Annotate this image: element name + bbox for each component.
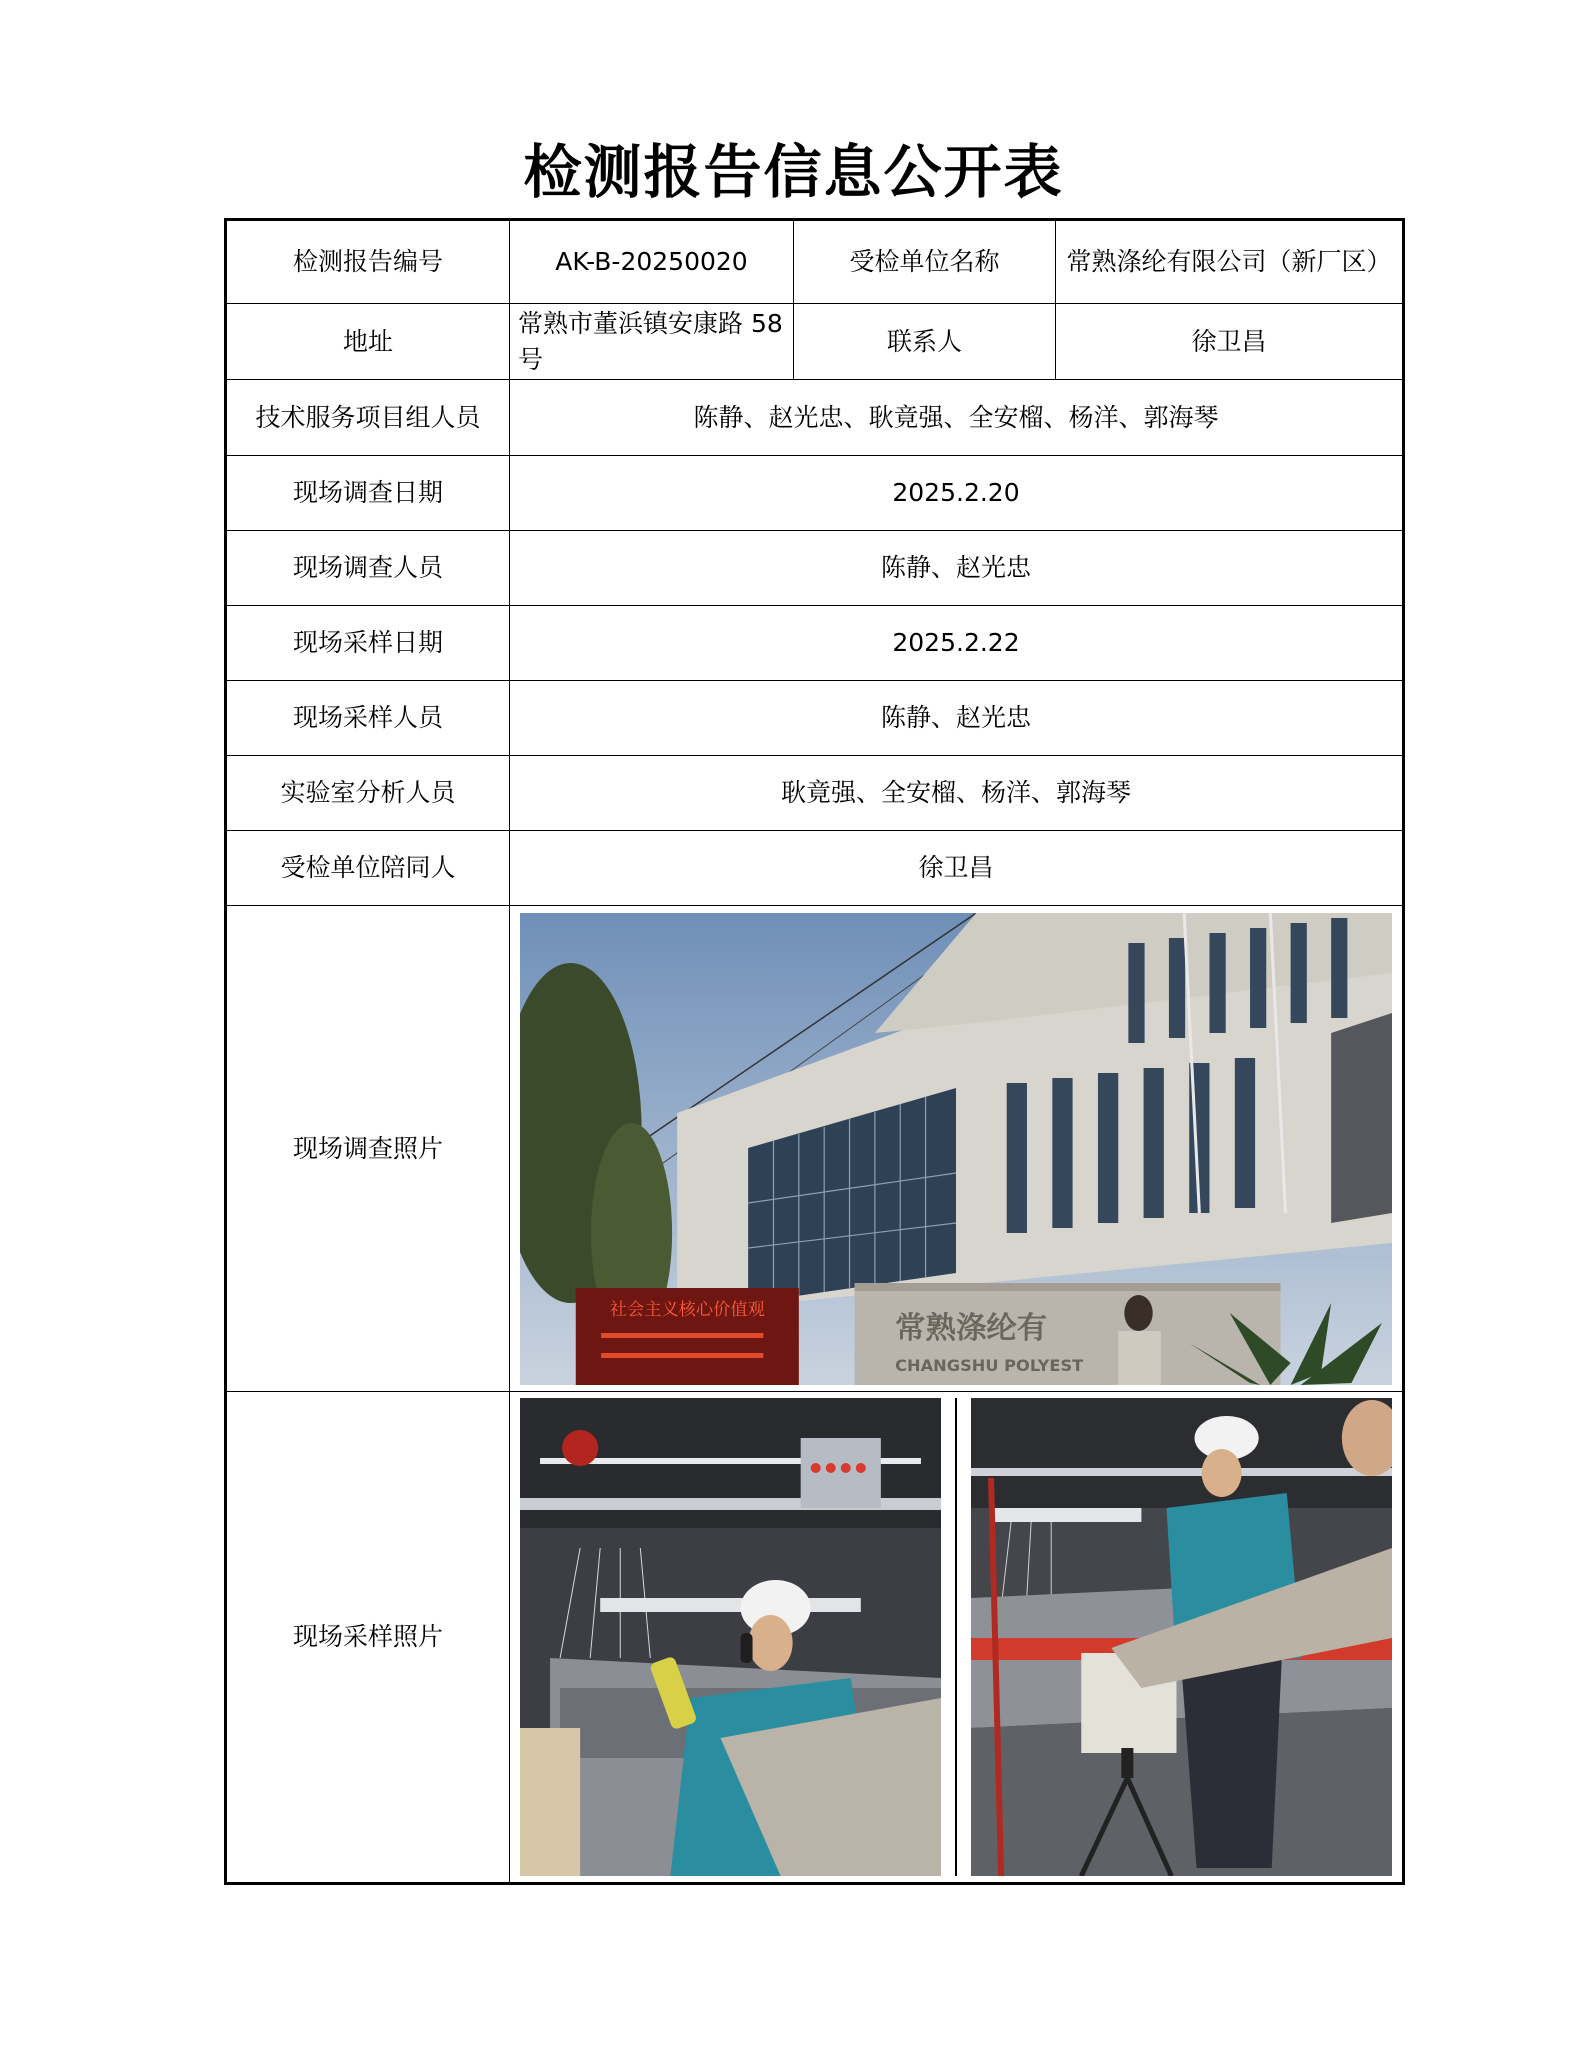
- lab-staff-value: 耿竟强、全安榴、杨洋、郭海琴: [510, 756, 1404, 831]
- address-label: 地址: [226, 304, 510, 380]
- survey-date-label: 现场调查日期: [226, 456, 510, 531]
- table-row: [226, 606, 1404, 681]
- address-value: 常熟市董浜镇安康路 58 号: [510, 304, 794, 380]
- board-text: 社会主义核心价值观: [609, 1299, 765, 1320]
- air-sampling-photo-image: [971, 1398, 1392, 1876]
- table-row: [226, 456, 1404, 531]
- sampling-staff-label: 现场采样人员: [226, 681, 510, 756]
- sampling-photo-pair: [520, 1398, 1392, 1876]
- survey-photo-cell: [510, 906, 1404, 1392]
- unit-name-label: 受检单位名称: [794, 220, 1056, 304]
- sampling-staff-value: 陈静、赵光忠: [510, 681, 1404, 756]
- sign-cn-text: 常熟涤纶有: [895, 1310, 1048, 1346]
- survey-staff-value: 陈静、赵光忠: [510, 531, 1404, 606]
- sampling-date-label: 现场采样日期: [226, 606, 510, 681]
- building-photo-image: [520, 913, 1392, 1385]
- sampling-photo-left: [520, 1398, 941, 1876]
- team-value: 陈静、赵光忠、耿竟强、全安榴、杨洋、郭海琴: [510, 380, 1404, 456]
- sampling-photo-label: 现场采样照片: [226, 1392, 510, 1884]
- sampling-date-value: 2025.2.22: [510, 606, 1404, 681]
- table-row: [226, 681, 1404, 756]
- escort-label: 受检单位陪同人: [226, 831, 510, 906]
- survey-photo: [520, 913, 1392, 1385]
- sign-en-text: CHANGSHU POLYEST: [895, 1355, 1084, 1375]
- lab-staff-label: 实验室分析人员: [226, 756, 510, 831]
- report-no-value: AK-B-20250020: [510, 220, 794, 304]
- sampling-photo-right: [971, 1398, 1392, 1876]
- survey-date-value: 2025.2.20: [510, 456, 1404, 531]
- page-title: 检测报告信息公开表: [523, 138, 1064, 206]
- sampling-photo-cell: [510, 1392, 1404, 1884]
- table-row: [226, 906, 1404, 1392]
- table-row: [226, 220, 1404, 304]
- noise-measurement-photo-image: [520, 1398, 941, 1876]
- table-row: [226, 531, 1404, 606]
- report-no-label: 检测报告编号: [226, 220, 510, 304]
- survey-photo-label: 现场调查照片: [226, 906, 510, 1392]
- escort-value: 徐卫昌: [510, 831, 1404, 906]
- contact-label: 联系人: [794, 304, 1056, 380]
- unit-name-value: 常熟涤纶有限公司（新厂区）: [1056, 220, 1404, 304]
- team-label: 技术服务项目组人员: [226, 380, 510, 456]
- table-row: [226, 380, 1404, 456]
- table-row: [226, 1392, 1404, 1884]
- survey-staff-label: 现场调查人员: [226, 531, 510, 606]
- table-row: [226, 304, 1404, 380]
- table-row: [226, 831, 1404, 906]
- report-info-table: [224, 218, 1405, 1885]
- photo-divider: [955, 1398, 957, 1876]
- table-row: [226, 756, 1404, 831]
- contact-value: 徐卫昌: [1056, 304, 1404, 380]
